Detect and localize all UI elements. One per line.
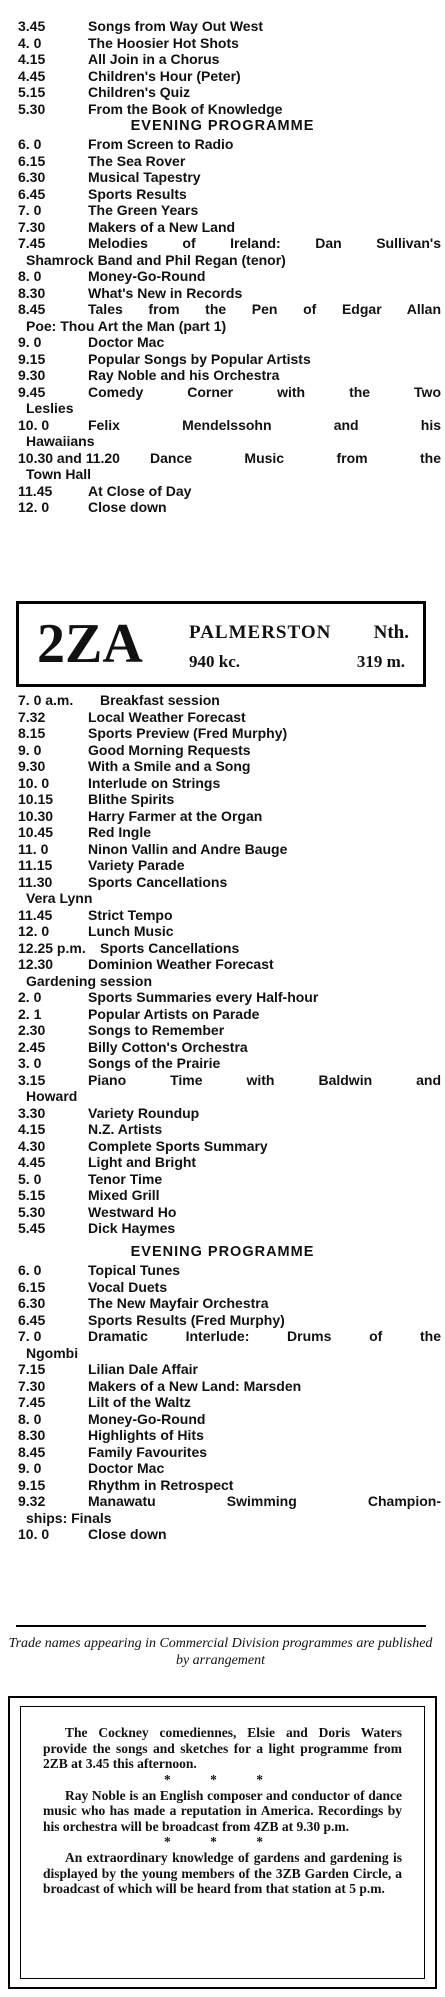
listing-continuation: Town Hall — [26, 466, 92, 482]
listing-row — [0, 1204, 445, 1221]
listing-time: 8. 0 — [18, 1410, 42, 1427]
listing-title: Variety Roundup — [88, 1104, 200, 1121]
listing-time: 9.30 — [18, 367, 46, 383]
listing-row — [0, 153, 445, 170]
listing-title: Felix Mendelssohn and his — [88, 416, 441, 433]
evening-programme-2 — [0, 1262, 445, 1543]
listing-time: 9. 0 — [18, 1460, 42, 1476]
listing-row — [0, 367, 445, 384]
listing-time: 11. 0 — [18, 840, 49, 857]
listing-row — [0, 841, 445, 858]
listing-row — [0, 1171, 445, 1188]
listing-row — [0, 940, 445, 957]
listing-row — [0, 1138, 445, 1155]
section-heading: EVENING PROGRAMME — [130, 118, 315, 134]
listing-title: Children's Hour (Peter) — [88, 67, 241, 84]
listing-title: Ray Noble and his Orchestra — [88, 367, 280, 383]
divider — [16, 1625, 426, 1627]
listing-time: 5.30 — [18, 1203, 46, 1220]
listing-continuation: Hawaiians — [26, 433, 95, 449]
listing-row — [0, 169, 445, 186]
listing-title: The Hoosier Hot Shots — [88, 34, 239, 51]
listing-time: 9.32 — [18, 1493, 46, 1509]
listing-title: Dominion Weather Forecast — [88, 956, 274, 972]
station-frequency: 940 kc. — [189, 652, 240, 671]
highlights-box — [8, 1696, 437, 1989]
listing-time: 11.15 — [18, 857, 53, 873]
listing-row — [0, 874, 445, 891]
highlight-paragraph: The Cockney comediennes, Elsie and Doris Waters provide the songs and sketches for a light programme from 2ZB at 3.45 this afternoon. — [43, 1725, 402, 1771]
listing-title: Dick Haymes — [88, 1220, 176, 1236]
listing-row — [0, 450, 445, 467]
listing-row — [0, 84, 445, 101]
listing-row — [0, 808, 445, 825]
listing-row — [0, 1187, 445, 1204]
listing-time: 10. 0 — [18, 774, 50, 791]
highlight-paragraph: Ray Noble is an English composer and conductor of dance music who has made a reputation in America. Recordings by his orchestra will be broadcast from 4ZB at 9.30 p.m. — [43, 1787, 402, 1834]
listing-row — [0, 857, 445, 874]
listing-title: From the Book of Knowledge — [88, 100, 283, 117]
listing-row — [0, 758, 445, 775]
listing-time: 2.45 — [18, 1038, 46, 1055]
listing-row — [0, 775, 445, 792]
listing-title: Dance Music from the — [150, 449, 441, 466]
listing-row — [0, 1154, 445, 1171]
listing-row — [0, 235, 445, 252]
listing-title: Makers of a New Land: Marsden — [88, 1377, 302, 1394]
listing-time: 10. 0 — [18, 416, 50, 433]
listing-title: The New Mayfair Orchestra — [88, 1295, 269, 1311]
listing-continuation: Ngombi — [26, 1344, 79, 1361]
listing-time: 4.45 — [18, 67, 46, 84]
listing-title: Doctor Mac — [88, 1460, 165, 1476]
listing-row — [0, 725, 445, 742]
listing-title: Highlights of Hits — [88, 1427, 204, 1443]
listing-time: 4. 0 — [18, 34, 42, 51]
listing-row — [0, 1361, 445, 1378]
listing-row — [0, 692, 445, 709]
listing-time: 6.30 — [18, 1295, 46, 1311]
listing-time: 9.45 — [18, 383, 46, 400]
listing-time: 9. 0 — [18, 334, 42, 350]
listing-time: 4.30 — [18, 1137, 46, 1154]
station-wavelength: 319 m. — [356, 652, 405, 671]
listing-title: Westward Ho — [88, 1203, 177, 1220]
listing-time: 6.45 — [18, 185, 46, 202]
listing-row — [0, 1039, 445, 1056]
listing-time: 3.30 — [18, 1104, 46, 1121]
listing-title: Sports Preview (Fred Murphy) — [88, 725, 288, 741]
listing-title: N.Z. Artists — [88, 1121, 163, 1137]
listing-row — [0, 1493, 445, 1510]
listing-title: Billy Cotton's Orchestra — [88, 1038, 248, 1055]
listing-row — [0, 18, 445, 35]
listing-time: 6.30 — [18, 169, 46, 185]
listing-time: 7. 0 — [18, 1328, 42, 1344]
listing-title: Popular Artists on Parade — [88, 1005, 260, 1022]
evening-heading-2 — [0, 1242, 445, 1262]
listing-row — [0, 285, 445, 302]
listing-row — [0, 1072, 445, 1089]
trade-names-notice: Trade names appearing in Commercial Division programmes are published by arrangement — [8, 1636, 433, 1668]
listing-title: Makers of a New Land — [88, 218, 236, 235]
listing-time: 7.32 — [18, 708, 46, 725]
listing-title: Songs from Way Out West — [88, 18, 264, 34]
listing-row — [0, 1022, 445, 1039]
listing-time: 8.45 — [18, 301, 46, 317]
listing-time: 5.45 — [18, 1220, 46, 1236]
programme-top — [0, 18, 445, 117]
listing-time: 5.15 — [18, 1187, 46, 1203]
listing-time: 10.45 — [18, 824, 54, 840]
listing-title: Close down — [88, 1526, 167, 1542]
listing-time: 7.45 — [18, 235, 46, 251]
listing-row — [0, 791, 445, 808]
listing-title: Lilt of the Waltz — [88, 1394, 191, 1410]
listing-title: Local Weather Forecast — [88, 708, 246, 725]
listing-time: 4.15 — [18, 1121, 46, 1137]
listing-row — [0, 1121, 445, 1138]
listing-continuation: Gardening session — [26, 972, 153, 989]
evening-programme-1 — [0, 136, 445, 516]
listing-time: 2. 0 — [18, 989, 42, 1005]
listing-title: Topical Tunes — [88, 1262, 181, 1278]
listing-title: Lilian Dale Affair — [88, 1361, 198, 1377]
listing-time: 7.15 — [18, 1361, 46, 1377]
listing-row — [0, 1279, 445, 1296]
listing-row — [0, 1460, 445, 1477]
listing-title: Popular Songs by Popular Artists — [88, 350, 311, 367]
listing-title: Family Favourites — [88, 1443, 208, 1460]
listing-row — [0, 824, 445, 841]
listing-title: Vocal Duets — [88, 1278, 168, 1295]
listing-row — [0, 1295, 445, 1312]
listing-time: 8.30 — [18, 1427, 46, 1443]
listing-time: 5.30 — [18, 100, 46, 117]
listing-title: Sports Results — [88, 185, 187, 202]
listing-title: Complete Sports Summary — [88, 1137, 268, 1154]
listing-time: 9. 0 — [18, 741, 42, 758]
highlights-box-inner — [20, 1706, 425, 1979]
listing-title: Piano Time with Baldwin and — [88, 1071, 441, 1088]
listing-time: 12.30 — [18, 956, 54, 972]
listing-row — [0, 417, 445, 434]
listing-title: Sports Cancellations — [88, 873, 228, 890]
listing-time: 7. 0 — [18, 202, 42, 218]
listing-time: 5.15 — [18, 84, 46, 100]
listing-title: All Join in a Chorus — [88, 51, 220, 67]
listing-continuation: ships: Finals — [26, 1509, 112, 1526]
listing-time: 5. 0 — [18, 1170, 42, 1187]
listing-row — [0, 742, 445, 759]
listing-time: 4.15 — [18, 51, 46, 67]
evening-heading-1 — [0, 116, 445, 136]
listing-row — [0, 1262, 445, 1279]
listing-title: Doctor Mac — [88, 334, 165, 350]
listing-time: 6. 0 — [18, 1262, 42, 1278]
listing-title: Songs of the Prairie — [88, 1055, 221, 1071]
listing-title: Close down — [88, 499, 167, 515]
listing-row — [0, 499, 445, 516]
listing-row — [0, 202, 445, 219]
section-heading: EVENING PROGRAMME — [130, 1244, 315, 1260]
station-city: PALMERSTON — [189, 622, 332, 643]
listing-title: Breakfast session — [100, 692, 220, 708]
listing-time: 7. 0 a.m. — [18, 692, 74, 708]
listing-row — [0, 1378, 445, 1395]
listing-time: 11.45 — [18, 906, 53, 923]
listing-row — [0, 1105, 445, 1122]
listing-title: The Sea Rover — [88, 152, 186, 169]
listing-time: 3.45 — [18, 18, 46, 34]
listing-row — [0, 1312, 445, 1329]
listing-title: Rhythm in Retrospect — [88, 1476, 234, 1493]
listing-title: Money-Go-Round — [88, 268, 206, 284]
listing-row — [0, 301, 445, 318]
listing-row — [0, 1006, 445, 1023]
listing-row — [0, 923, 445, 940]
listing-time: 10. 0 — [18, 1526, 50, 1542]
listing-title: Ninon Vallin and Andre Bauge — [88, 840, 288, 857]
listing-title: Comedy Corner with the Two — [88, 383, 441, 400]
listing-row — [0, 1220, 445, 1237]
listing-row — [0, 384, 445, 401]
listing-title: Mixed Grill — [88, 1187, 160, 1203]
listing-title: Good Morning Requests — [88, 741, 251, 758]
listing-row — [0, 334, 445, 351]
listing-time: 12. 0 — [18, 499, 50, 515]
listing-time: 7.30 — [18, 218, 46, 235]
listing-time: 8. 0 — [18, 268, 42, 284]
listing-row — [0, 709, 445, 726]
listing-title: Musical Tapestry — [88, 169, 201, 185]
listing-time: 8.15 — [18, 725, 46, 741]
listing-time: 10.30 and 11.20 — [18, 449, 120, 466]
listing-title: Tenor Time — [88, 1170, 163, 1187]
listing-title: Strict Tempo — [88, 906, 173, 923]
station-callsign: 2ZA — [37, 613, 143, 675]
listing-row — [0, 483, 445, 500]
listing-time: 9.15 — [18, 1476, 46, 1493]
listing-title: Blithe Spirits — [88, 791, 175, 807]
listing-continuation: Poe: Thou Art the Man (part 1) — [26, 317, 227, 334]
listing-title: The Green Years — [88, 202, 199, 218]
listing-time: 3. 0 — [18, 1055, 42, 1071]
listing-row — [0, 1427, 445, 1444]
listing-title: Children's Quiz — [88, 84, 191, 100]
listing-title: Tales from the Pen of Edgar Allan — [88, 301, 441, 317]
listing-title: Sports Cancellations — [100, 939, 240, 956]
listing-title: From Screen to Radio — [88, 136, 234, 152]
listing-title: Dramatic Interlude: Drums of the — [88, 1328, 441, 1344]
listing-title: Songs to Remember — [88, 1022, 225, 1038]
listing-title: With a Smile and a Song — [88, 758, 251, 774]
listing-title: Melodies of Ireland: Dan Sullivan's — [88, 235, 441, 251]
listing-row — [0, 1055, 445, 1072]
listing-time: 11.45 — [18, 482, 53, 499]
listing-row — [0, 1328, 445, 1345]
listing-title: Sports Results (Fred Murphy) — [88, 1311, 285, 1328]
listing-title: Money-Go-Round — [88, 1410, 206, 1427]
listing-time: 11.30 — [18, 873, 53, 890]
listing-row — [0, 101, 445, 118]
listing-row — [0, 268, 445, 285]
listing-time: 6.45 — [18, 1311, 46, 1328]
listing-continuation: Howard — [26, 1088, 78, 1104]
listing-time: 10.15 — [18, 791, 54, 807]
listing-row — [0, 1394, 445, 1411]
listing-row — [0, 35, 445, 52]
listing-row — [0, 68, 445, 85]
station-banner — [16, 601, 426, 687]
listing-continuation: Leslies — [26, 400, 74, 416]
listing-time: 9.30 — [18, 758, 46, 774]
listing-title: Variety Parade — [88, 857, 185, 873]
listing-time: 7.45 — [18, 1394, 46, 1410]
listing-time: 2.30 — [18, 1022, 46, 1038]
listing-continuation: Shamrock Band and Phil Regan (tenor) — [26, 251, 286, 268]
listing-time: 4.45 — [18, 1154, 46, 1170]
listing-continuation: Vera Lynn — [26, 890, 93, 906]
listing-time: 2. 1 — [18, 1005, 42, 1022]
listing-title: Light and Bright — [88, 1154, 197, 1170]
listing-row — [0, 956, 445, 973]
listing-time: 12.25 p.m. — [18, 939, 86, 956]
listing-row — [0, 136, 445, 153]
listing-row — [0, 51, 445, 68]
listing-row — [0, 1477, 445, 1494]
listing-time: 6.15 — [18, 152, 46, 169]
listing-row — [0, 1411, 445, 1428]
listing-row — [0, 907, 445, 924]
listing-row — [0, 186, 445, 203]
day-programme-2za — [0, 692, 445, 1237]
listing-row — [0, 1444, 445, 1461]
listing-title: Interlude on Strings — [88, 774, 221, 791]
listing-time: 8.30 — [18, 284, 46, 301]
listing-time: 6.15 — [18, 1278, 46, 1295]
listing-time: 8.45 — [18, 1443, 46, 1460]
star-separator: * * * — [164, 1771, 281, 1787]
listing-title: Lunch Music — [88, 923, 174, 939]
listing-row — [0, 1526, 445, 1543]
listing-title: At Close of Day — [88, 482, 192, 499]
listing-time: 7.30 — [18, 1377, 46, 1394]
station-city-suffix: Nth. — [373, 622, 409, 643]
listing-row — [0, 219, 445, 236]
star-separator: * * * — [164, 1834, 281, 1849]
listing-time: 12. 0 — [18, 923, 50, 939]
listing-time: 9.15 — [18, 350, 46, 367]
listing-time: 3.15 — [18, 1071, 46, 1088]
listing-time: 10.30 — [18, 807, 54, 824]
listing-title: What's New in Records — [88, 284, 243, 301]
listing-time: 6. 0 — [18, 136, 42, 152]
listing-row — [0, 351, 445, 368]
listing-title: Harry Farmer at the Organ — [88, 807, 263, 824]
listing-title: Manawatu Swimming Champion- — [88, 1493, 441, 1509]
listing-row — [0, 989, 445, 1006]
listing-title: Red Ingle — [88, 824, 152, 840]
highlight-paragraph: An extraordinary knowledge of gardens and gardening is displayed by the young members of the 3ZB Garden Circle, a broadcast of which will be heard from that station at 5 p.m. — [43, 1850, 402, 1896]
listing-title: Sports Summaries every Half-hour — [88, 989, 319, 1005]
